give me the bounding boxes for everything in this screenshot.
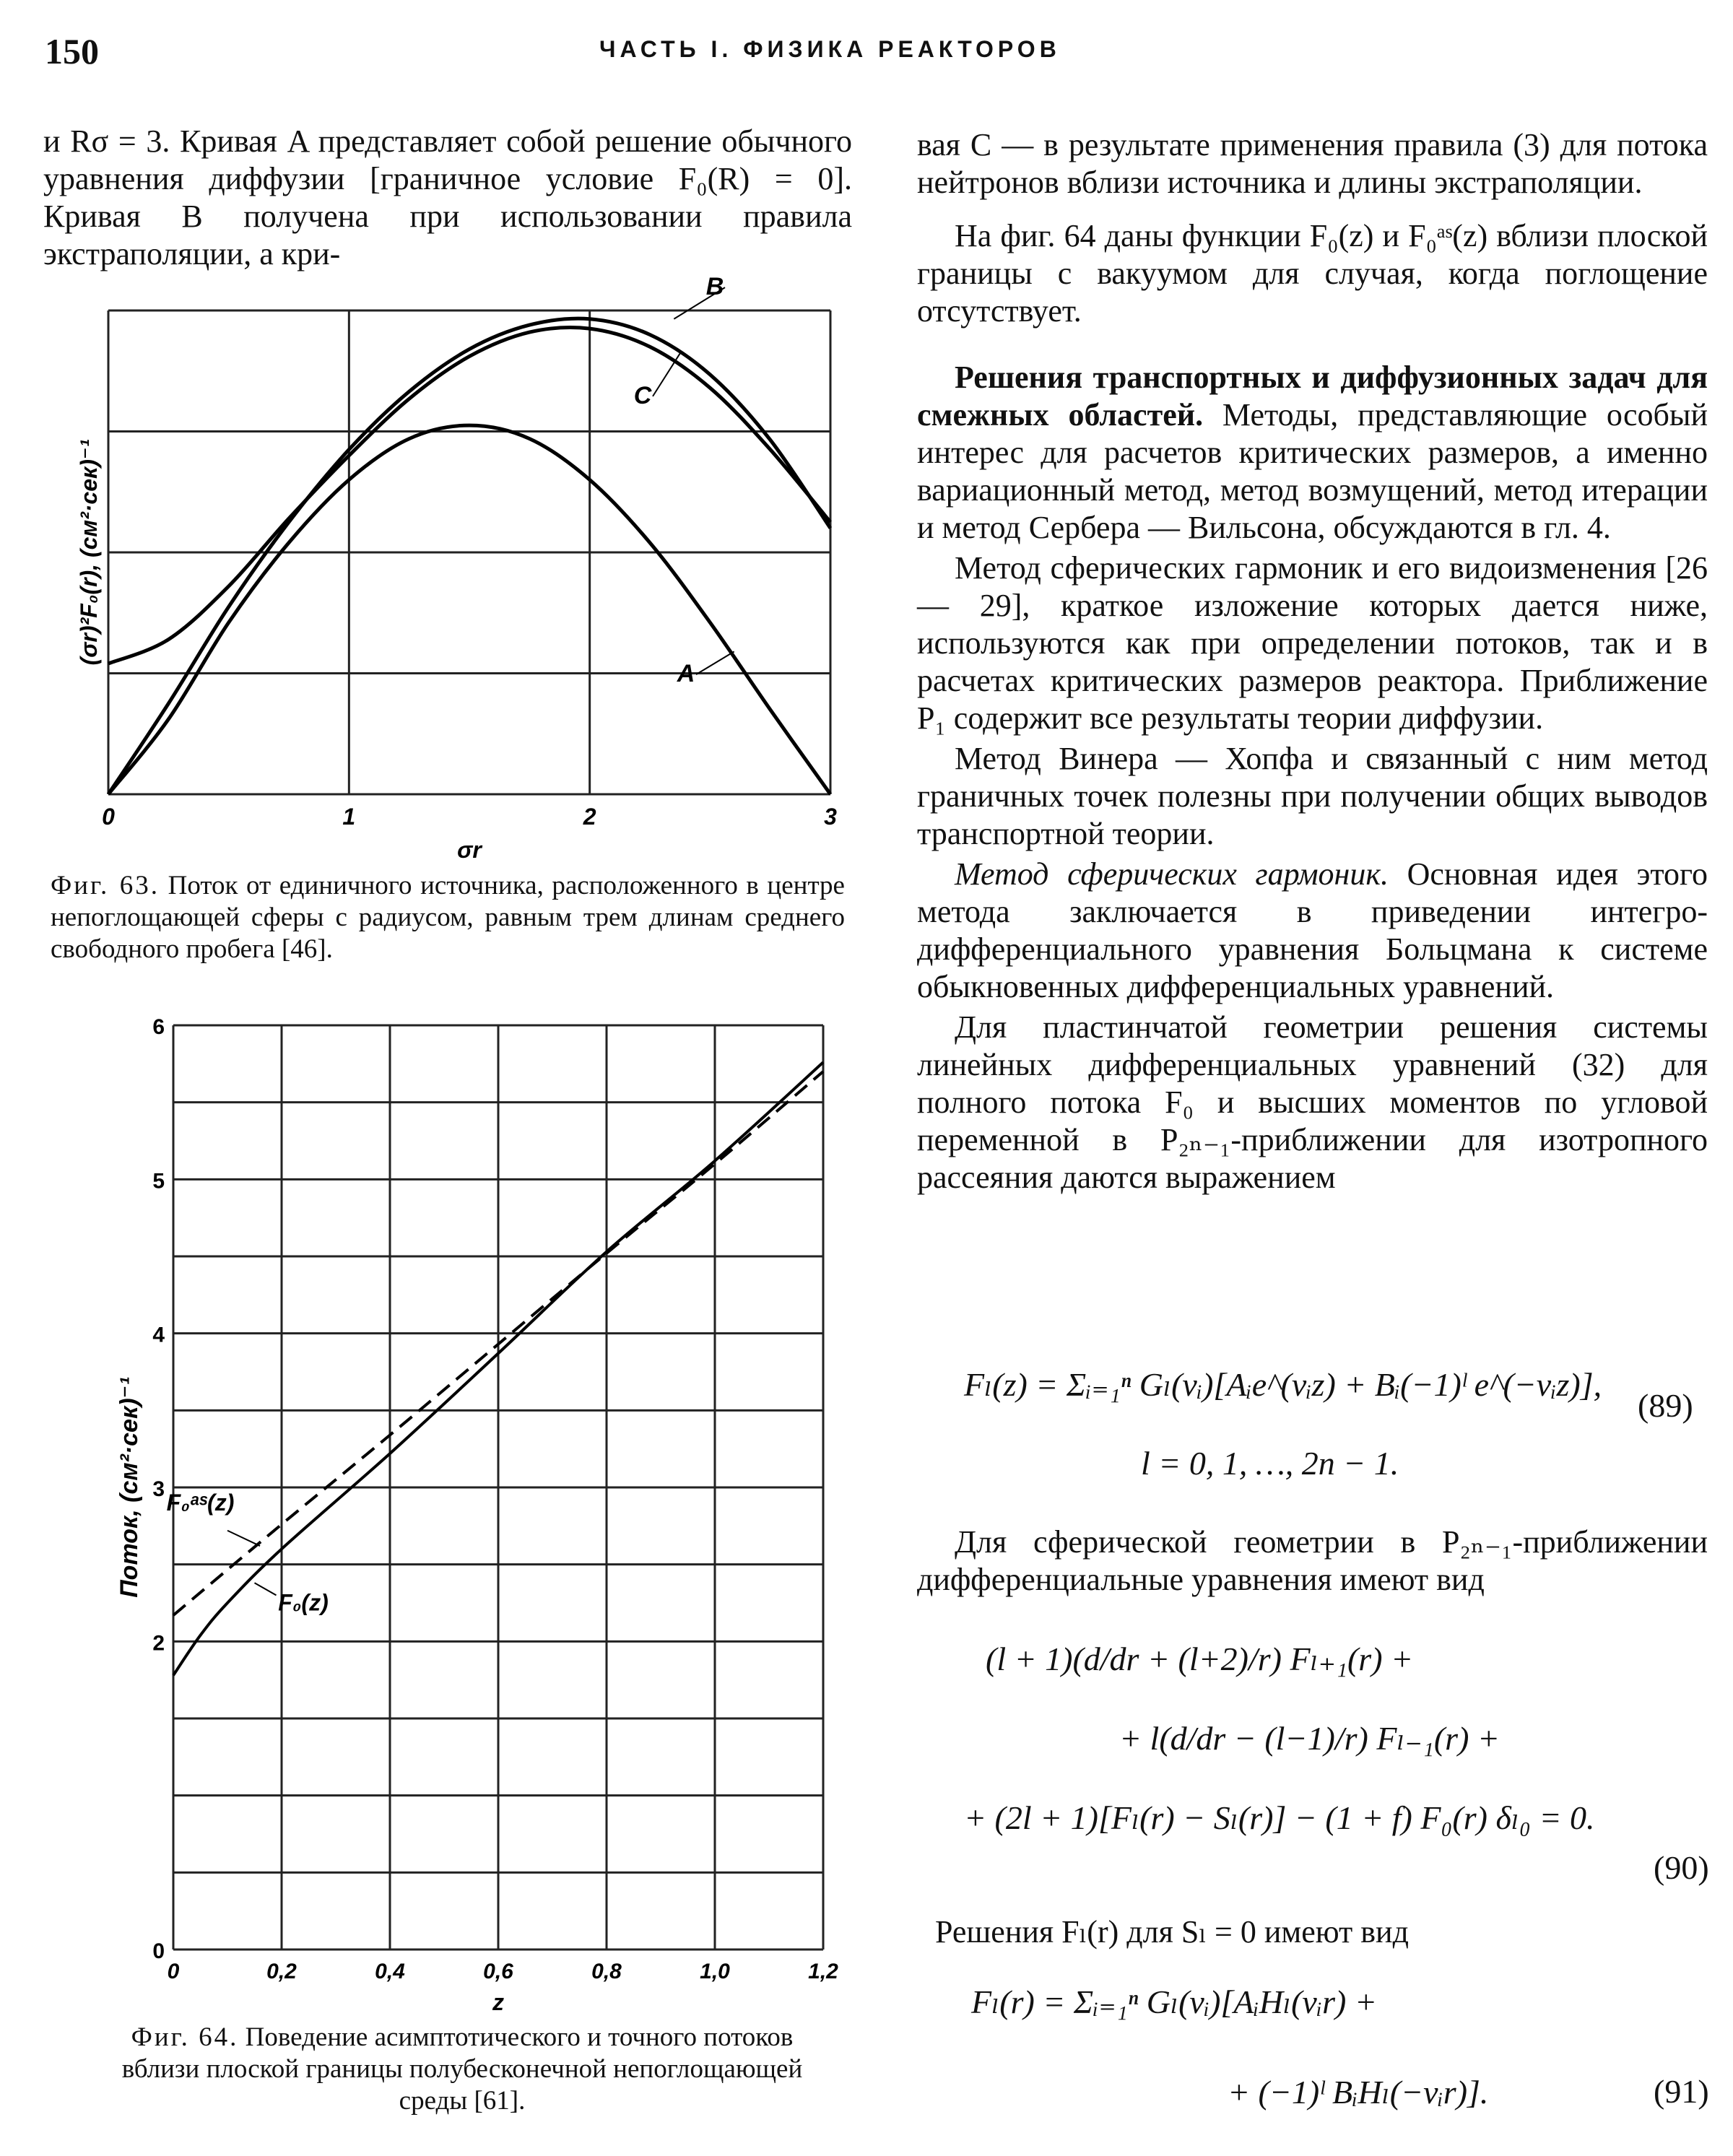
right-p6-italic: Метод сферических гармоник. xyxy=(955,856,1389,892)
right-p8: Для сферической геометрии в P₂ₙ₋₁-приближении дифференциальные уравнения имеют вид xyxy=(917,1524,1708,1597)
figure-63-caption xyxy=(51,870,845,965)
eq91-number: (91) xyxy=(1654,2073,1709,2110)
fig63-caption-text: Поток от единичного источника, расположенного в центре непоглощающей сферы с радиусом, равным трем длинам среднего свободного пробега [46]. xyxy=(51,871,845,964)
fig64-x-tick: 0,8 xyxy=(591,1960,622,1983)
fig64-y-tick: 0 xyxy=(152,1939,165,1963)
fig64-x-tick: 1,0 xyxy=(700,1960,730,1983)
fig63-y-label: (σr)²F₀(r), (см²·сек)⁻¹ xyxy=(76,439,102,666)
right-p6-wrapper xyxy=(917,856,1708,1006)
fig64-x-label: z xyxy=(492,1989,504,2015)
fig63-curve-A xyxy=(108,425,830,794)
section-heading: Решения транспортных и диффузионных задач для смежных областей. xyxy=(917,360,1708,432)
figure-64-caption xyxy=(101,2022,823,2117)
fig63-x-tick: 0 xyxy=(102,804,115,830)
fig64-caption-lead: Фиг. 64. xyxy=(131,2022,239,2052)
right-p7: Для пластинчатой геометрии решения системы линейных дифференциальных уравнений (32) для полного потока F₀ и высших моментов по угловой переменной в P₂ₙ₋₁-приближении для изотропного рассеяния даются выражением xyxy=(917,1009,1708,1195)
fig63-callout-line xyxy=(653,352,681,396)
fig64-callout-line xyxy=(255,1583,277,1595)
fig64-x-tick: 0,6 xyxy=(483,1960,513,1983)
eq89-number: (89) xyxy=(1638,1387,1693,1424)
fig63-grid xyxy=(108,310,830,794)
figure-63-chart xyxy=(72,273,874,866)
right-p5: Метод Винера — Хопфа и связанный с ним метод граничных точек полезны при получении общих выводов транспортной теории. xyxy=(917,741,1708,851)
fig64-x-tick: 0 xyxy=(167,1960,180,1983)
eq90-line1: (l + 1)(d/dr + (l+2)/r) Fₗ₊₁(r) + xyxy=(986,1640,1414,1677)
right-p9-block xyxy=(935,1913,1708,1954)
right-p3-wrapper xyxy=(917,359,1708,547)
fig63-x-tick: 3 xyxy=(824,804,837,830)
fig63-curves xyxy=(108,318,830,794)
fig64-grid xyxy=(173,1025,823,1949)
fig63-curve-C xyxy=(108,328,830,664)
fig63-caption-lead: Фиг. 63. xyxy=(51,871,160,900)
eq90-line2: + l(d/dr − (l−1)/r) Fₗ₋₁(r) + xyxy=(1119,1720,1500,1757)
eq90-number: (90) xyxy=(1654,1849,1709,1886)
right-column xyxy=(917,126,1708,1199)
eq89-line1: Fₗ(z) = Σᵢ₌₁ⁿ Gₗ(νᵢ)[Aᵢe^(νᵢz) + Bᵢ(−1)ˡ e^(−νᵢz)], xyxy=(964,1366,1602,1403)
fig64-curve-label-asymptotic: F₀ᵃˢ(z) xyxy=(166,1490,235,1516)
right-p2: На фиг. 64 даны функции F₀(z) и F₀ᵃˢ(z) вблизи плоской границы с вакуумом для случая, когда поглощение отсутствует. xyxy=(917,218,1708,329)
right-p8-block xyxy=(917,1523,1708,1601)
fig64-y-tick: 3 xyxy=(152,1477,165,1501)
fig63-curve-B xyxy=(108,318,830,794)
left-intro-paragraph xyxy=(43,123,852,276)
fig64-curve-label-exact: F₀(z) xyxy=(278,1589,329,1616)
eq90-line3: + (2l + 1)[Fₗ(r) − Sₗ(r)] − (1 + f) F₀(r) δₗ₀ = 0. xyxy=(964,1799,1595,1836)
running-title: ЧАСТЬ I. ФИЗИКА РЕАКТОРОВ xyxy=(599,36,1061,62)
right-p6: Основная идея этого метода заключается в приведении интегро-дифференциального уравнения Больцмана к системе обыкновенных дифференциальных уравнений. xyxy=(917,856,1708,1004)
right-p3: Методы, представляющие особый интерес для расчетов критических размеров, а именно вариационный метод, метод возмущений, метод итерации и метод Сербера — Вильсона, обсуждаются в гл. 4. xyxy=(917,397,1708,545)
eq91-line2: + (−1)ˡ BᵢHₗ(−νᵢr)]. xyxy=(1228,2074,1489,2111)
fig64-y-tick: 2 xyxy=(152,1631,165,1656)
figure-64-chart xyxy=(101,1011,866,2022)
fig64-x-tick: 0,4 xyxy=(375,1960,405,1983)
page-number: 150 xyxy=(45,31,99,71)
fig63-callout-line xyxy=(696,651,734,674)
fig64-y-tick: 6 xyxy=(152,1015,165,1039)
eq89-line2: l = 0, 1, …, 2n − 1. xyxy=(1141,1445,1399,1482)
fig63-labels xyxy=(76,273,837,863)
fig64-y-label: Поток, (см²·сек)⁻¹ xyxy=(116,1377,143,1598)
fig64-y-tick: 5 xyxy=(152,1169,165,1194)
fig63-curve-label: C xyxy=(633,381,652,409)
right-p1: вая C — в результате применения правила (3) для потока нейтронов вблизи источника и длины экстраполяции. xyxy=(917,127,1708,200)
fig64-caption-text: Поведение асимптотического и точного потоков вблизи плоской границы полубесконечной непоглощающей среды [61]. xyxy=(121,2022,803,2116)
fig63-curve-label: A xyxy=(677,660,695,688)
eq91-line1: Fₗ(r) = Σᵢ₌₁ⁿ Gₗ(νᵢ)[AᵢHₗ(νᵢr) + xyxy=(971,1983,1377,2020)
right-p9: Решения Fₗ(r) для Sₗ = 0 имеют вид xyxy=(935,1914,1409,1949)
fig64-x-tick: 0,2 xyxy=(266,1960,297,1983)
intro-paragraph: и Rσ = 3. Кривая A представляет собой решение обычного уравнения диффузии [граничное условие F₀(R) = 0]. Кривая B получена при использовании правила экстраполяции, а кри- xyxy=(43,123,852,271)
fig64-labels xyxy=(116,1015,838,2015)
fig63-x-tick: 1 xyxy=(342,804,356,830)
fig64-y-tick: 4 xyxy=(152,1323,165,1347)
fig63-curve-label: B xyxy=(705,273,724,301)
fig64-x-tick: 1,2 xyxy=(808,1960,838,1983)
fig63-x-label: σr xyxy=(457,837,482,863)
fig64-callout-line xyxy=(227,1531,260,1546)
right-p4: Метод сферических гармоник и его видоизменения [26 — 29], краткое изложение которых дается ниже, используются как при определении потоков, так и в расчетах критических размеров реактора. Приближение P₁ содержит все результаты теории диффузии. xyxy=(917,550,1708,736)
fig63-x-tick: 2 xyxy=(583,804,596,830)
